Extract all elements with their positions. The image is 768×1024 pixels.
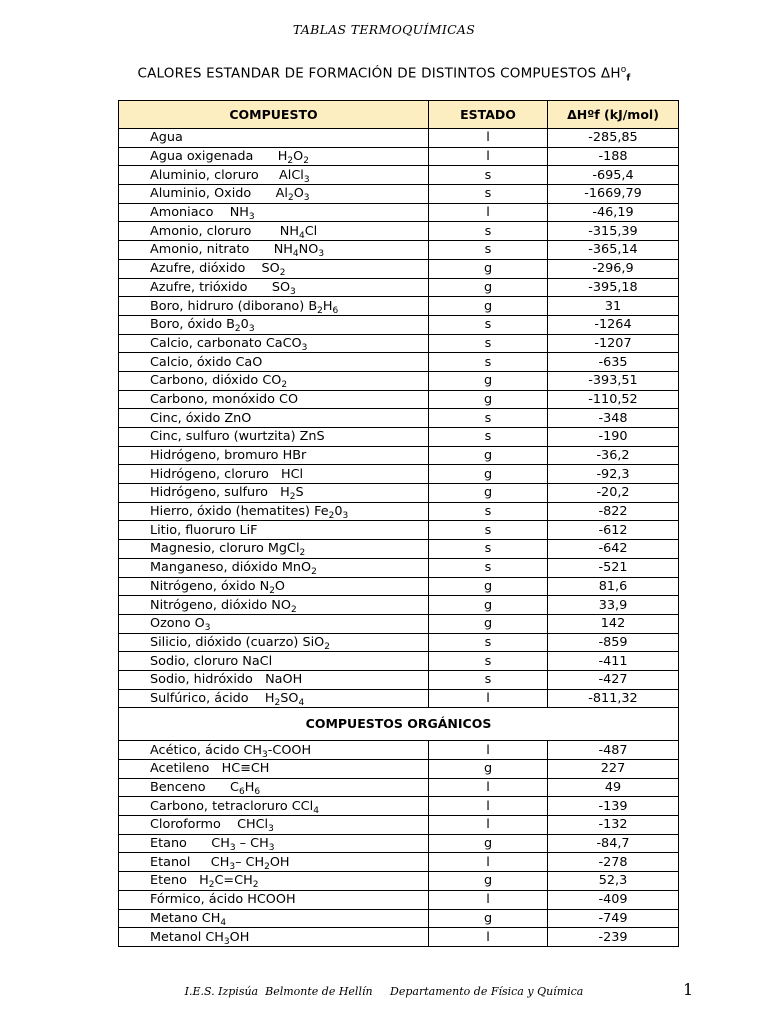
compound-name: Carbono, dióxido $CO_2$ — [119, 371, 429, 390]
compound-enthalpy: -822 — [548, 502, 679, 521]
compound-state: l — [429, 928, 548, 947]
compound-enthalpy: 52,3 — [548, 872, 679, 891]
compound-name: Agua oxigenada $H_2O_2$ — [119, 147, 429, 166]
table-row — [119, 315, 679, 334]
table-row — [119, 928, 679, 947]
compound-state: l — [429, 853, 548, 872]
compound-state: g — [429, 614, 548, 633]
compound-state: g — [429, 909, 548, 928]
compound-state: l — [429, 689, 548, 708]
compound-enthalpy: -36,2 — [548, 446, 679, 465]
compound-state: s — [429, 166, 548, 185]
table-row — [119, 834, 679, 853]
compound-enthalpy: -859 — [548, 633, 679, 652]
table-row — [119, 909, 679, 928]
compound-state: g — [429, 371, 548, 390]
table-row — [119, 853, 679, 872]
compound-name: Amonio, cloruro $NH_4Cl$ — [119, 222, 429, 241]
compound-name: Eteno $H_2C=CH_2$ — [119, 872, 429, 891]
table-row — [119, 741, 679, 760]
compound-enthalpy: -278 — [548, 853, 679, 872]
table-title — [0, 65, 768, 82]
table-row — [119, 222, 679, 241]
compound-enthalpy: 227 — [548, 760, 679, 779]
compound-state: l — [429, 778, 548, 797]
compound-state: s — [429, 241, 548, 260]
table-row — [119, 259, 679, 278]
compound-enthalpy: -811,32 — [548, 689, 679, 708]
inorganic-rows — [119, 129, 679, 708]
table-row — [119, 670, 679, 689]
compound-state: g — [429, 577, 548, 596]
compound-name: Calcio, carbonato CaCO$_3$ — [119, 334, 429, 353]
compound-name: Litio, fluoruro LiF — [119, 521, 429, 540]
compound-state: s — [429, 334, 548, 353]
table-row — [119, 203, 679, 222]
compound-enthalpy: -92,3 — [548, 465, 679, 484]
organic-section-title: COMPUESTOS ORGÁNICOS — [119, 708, 679, 741]
footer-institution: I.E.S. Izpisúa Belmonte de Hellín Departamento de Física y Química — [184, 985, 584, 998]
compound-name: Cinc, sulfuro (wurtzita) ZnS — [119, 428, 429, 447]
compound-enthalpy: -393,51 — [548, 371, 679, 390]
compound-enthalpy: -20,2 — [548, 484, 679, 503]
table-row — [119, 465, 679, 484]
page-header-title: TABLAS TERMOQUÍMICAS — [292, 22, 476, 37]
table-row — [119, 689, 679, 708]
compound-state: s — [429, 558, 548, 577]
compound-name: Cinc, óxido ZnO — [119, 409, 429, 428]
compound-enthalpy: -190 — [548, 428, 679, 447]
table-row — [119, 652, 679, 671]
compound-enthalpy: -110,52 — [548, 390, 679, 409]
organic-rows — [119, 741, 679, 947]
table-row — [119, 502, 679, 521]
compound-state: s — [429, 633, 548, 652]
compound-name: Hidrógeno, sulfuro $H_2S$ — [119, 484, 429, 503]
compound-enthalpy: -409 — [548, 890, 679, 909]
table-row — [119, 558, 679, 577]
compound-name: Azufre, trióxido $SO_3$ — [119, 278, 429, 297]
compound-state: g — [429, 278, 548, 297]
compound-state: s — [429, 222, 548, 241]
header-compound: COMPUESTO — [119, 101, 429, 129]
compound-state: g — [429, 259, 548, 278]
table-title-text: CALORES ESTANDAR DE FORMACIÓN DE DISTINTOS COMPUESTOS — [137, 65, 601, 82]
compound-name: Nitrógeno, dióxido $NO_2$ — [119, 596, 429, 615]
compound-enthalpy: -296,9 — [548, 259, 679, 278]
compound-name: Manganeso, dióxido MnO$_2$ — [119, 558, 429, 577]
table-row — [119, 797, 679, 816]
compound-state: s — [429, 521, 548, 540]
compound-enthalpy: -749 — [548, 909, 679, 928]
compound-enthalpy: -642 — [548, 540, 679, 559]
compound-name: Nitrógeno, óxido $N_2O$ — [119, 577, 429, 596]
compound-name: Magnesio, cloruro MgCl$_2$ — [119, 540, 429, 559]
table-row — [119, 633, 679, 652]
compound-name: Calcio, óxido CaO — [119, 353, 429, 372]
compound-enthalpy: -315,39 — [548, 222, 679, 241]
compound-enthalpy: -1264 — [548, 315, 679, 334]
compound-name: Ozono $O_3$ — [119, 614, 429, 633]
table-row — [119, 596, 679, 615]
compound-name: Metano $CH_4$ — [119, 909, 429, 928]
table-row — [119, 872, 679, 891]
compound-name: Cloroformo CHCl$_3$ — [119, 816, 429, 835]
compound-name: Amoniaco $NH_3$ — [119, 203, 429, 222]
compound-state: g — [429, 446, 548, 465]
table-row — [119, 577, 679, 596]
compound-name: Silicio, dióxido (cuarzo) SiO$_2$ — [119, 633, 429, 652]
compound-enthalpy: -239 — [548, 928, 679, 947]
compound-name: Hierro, óxido (hematites) $Fe_20_3$ — [119, 502, 429, 521]
table-row — [119, 484, 679, 503]
compound-name: Acético, ácido $CH_3$-COOH — [119, 741, 429, 760]
compound-name: Metanol $CH_3OH$ — [119, 928, 429, 947]
compound-state: g — [429, 834, 548, 853]
table-row — [119, 353, 679, 372]
compound-name: Hidrógeno, cloruro HCl — [119, 465, 429, 484]
compound-state: l — [429, 890, 548, 909]
compound-name: Sulfúrico, ácido $H_2SO_4$ — [119, 689, 429, 708]
compound-name: Aluminio, cloruro AlCl$_3$ — [119, 166, 429, 185]
compound-name: Aluminio, Oxido $Al_2O_3$ — [119, 185, 429, 204]
degree-superscript: o — [620, 65, 627, 75]
table-row — [119, 147, 679, 166]
compound-state: s — [429, 185, 548, 204]
table-row — [119, 334, 679, 353]
compound-enthalpy: -1207 — [548, 334, 679, 353]
compound-enthalpy: -487 — [548, 741, 679, 760]
table-row — [119, 278, 679, 297]
table-row — [119, 446, 679, 465]
table-row — [119, 540, 679, 559]
compound-state: g — [429, 390, 548, 409]
table-row — [119, 760, 679, 779]
table-row — [119, 166, 679, 185]
table-row — [119, 390, 679, 409]
compound-state: l — [429, 797, 548, 816]
table-header-row — [119, 101, 679, 129]
page-number: 1 — [683, 980, 694, 999]
header-enthalpy: ΔHºf (kJ/mol) — [548, 101, 679, 129]
compound-state: s — [429, 315, 548, 334]
compound-state: l — [429, 741, 548, 760]
compound-state: l — [429, 816, 548, 835]
compound-enthalpy: -132 — [548, 816, 679, 835]
compound-state: g — [429, 297, 548, 316]
compound-name: Hidrógeno, bromuro HBr — [119, 446, 429, 465]
compound-name: Boro, óxido $B_20_3$ — [119, 315, 429, 334]
header-state: ESTADO — [429, 101, 548, 129]
compound-enthalpy: -695,4 — [548, 166, 679, 185]
compound-name: Sodio, cloruro NaCl — [119, 652, 429, 671]
table-row — [119, 241, 679, 260]
compound-enthalpy: -46,19 — [548, 203, 679, 222]
section-row — [119, 708, 679, 741]
compound-state: s — [429, 502, 548, 521]
compound-state: g — [429, 596, 548, 615]
table-row — [119, 428, 679, 447]
compound-state: s — [429, 670, 548, 689]
table-row — [119, 371, 679, 390]
compound-state: l — [429, 147, 548, 166]
compound-enthalpy: 81,6 — [548, 577, 679, 596]
thermochemistry-table — [118, 100, 679, 947]
compound-enthalpy: -285,85 — [548, 129, 679, 148]
compound-state: l — [429, 129, 548, 148]
table-row — [119, 185, 679, 204]
compound-enthalpy: -1669,79 — [548, 185, 679, 204]
compound-state: l — [429, 203, 548, 222]
compound-name: Carbono, monóxido CO — [119, 390, 429, 409]
compound-state: s — [429, 652, 548, 671]
compound-enthalpy: 33,9 — [548, 596, 679, 615]
compound-name: Sodio, hidróxido NaOH — [119, 670, 429, 689]
f-subscript: f — [626, 73, 631, 84]
compound-enthalpy: -612 — [548, 521, 679, 540]
compound-state: s — [429, 540, 548, 559]
compound-enthalpy: -635 — [548, 353, 679, 372]
compound-state: g — [429, 484, 548, 503]
compound-name: Agua — [119, 129, 429, 148]
compound-enthalpy: 49 — [548, 778, 679, 797]
compound-state: g — [429, 465, 548, 484]
compound-state: s — [429, 353, 548, 372]
compound-state: s — [429, 409, 548, 428]
table-row — [119, 890, 679, 909]
compound-enthalpy: 142 — [548, 614, 679, 633]
compound-enthalpy: -348 — [548, 409, 679, 428]
table-row — [119, 816, 679, 835]
compound-name: Benceno $C_6H_6$ — [119, 778, 429, 797]
compound-name: Amonio, nitrato $NH_4NO_3$ — [119, 241, 429, 260]
compound-name: Etano $CH_3 - CH_3$ — [119, 834, 429, 853]
compound-enthalpy: -139 — [548, 797, 679, 816]
compound-state: g — [429, 872, 548, 891]
compound-name: Etanol $CH_3-$ $CH_2OH$ — [119, 853, 429, 872]
compound-state: s — [429, 428, 548, 447]
compound-name: Acetileno HC≡CH — [119, 760, 429, 779]
compound-enthalpy: -365,14 — [548, 241, 679, 260]
compound-name: Fórmico, ácido HCOOH — [119, 890, 429, 909]
compound-enthalpy: -427 — [548, 670, 679, 689]
compound-name: Boro, hidruro (diborano) $B_2H_6$ — [119, 297, 429, 316]
table-row — [119, 129, 679, 148]
delta-h-symbol: ΔH — [600, 65, 621, 82]
table-row — [119, 614, 679, 633]
compound-enthalpy: -521 — [548, 558, 679, 577]
compound-enthalpy: -395,18 — [548, 278, 679, 297]
compound-name: Carbono, tetracloruro CCl$_4$ — [119, 797, 429, 816]
table-row — [119, 297, 679, 316]
compound-enthalpy: -188 — [548, 147, 679, 166]
compound-enthalpy: -84,7 — [548, 834, 679, 853]
compound-name: Azufre, dióxido $SO_2$ — [119, 259, 429, 278]
table-row — [119, 521, 679, 540]
compound-state: g — [429, 760, 548, 779]
table-row — [119, 409, 679, 428]
compound-enthalpy: -411 — [548, 652, 679, 671]
compound-enthalpy: 31 — [548, 297, 679, 316]
table-row — [119, 778, 679, 797]
